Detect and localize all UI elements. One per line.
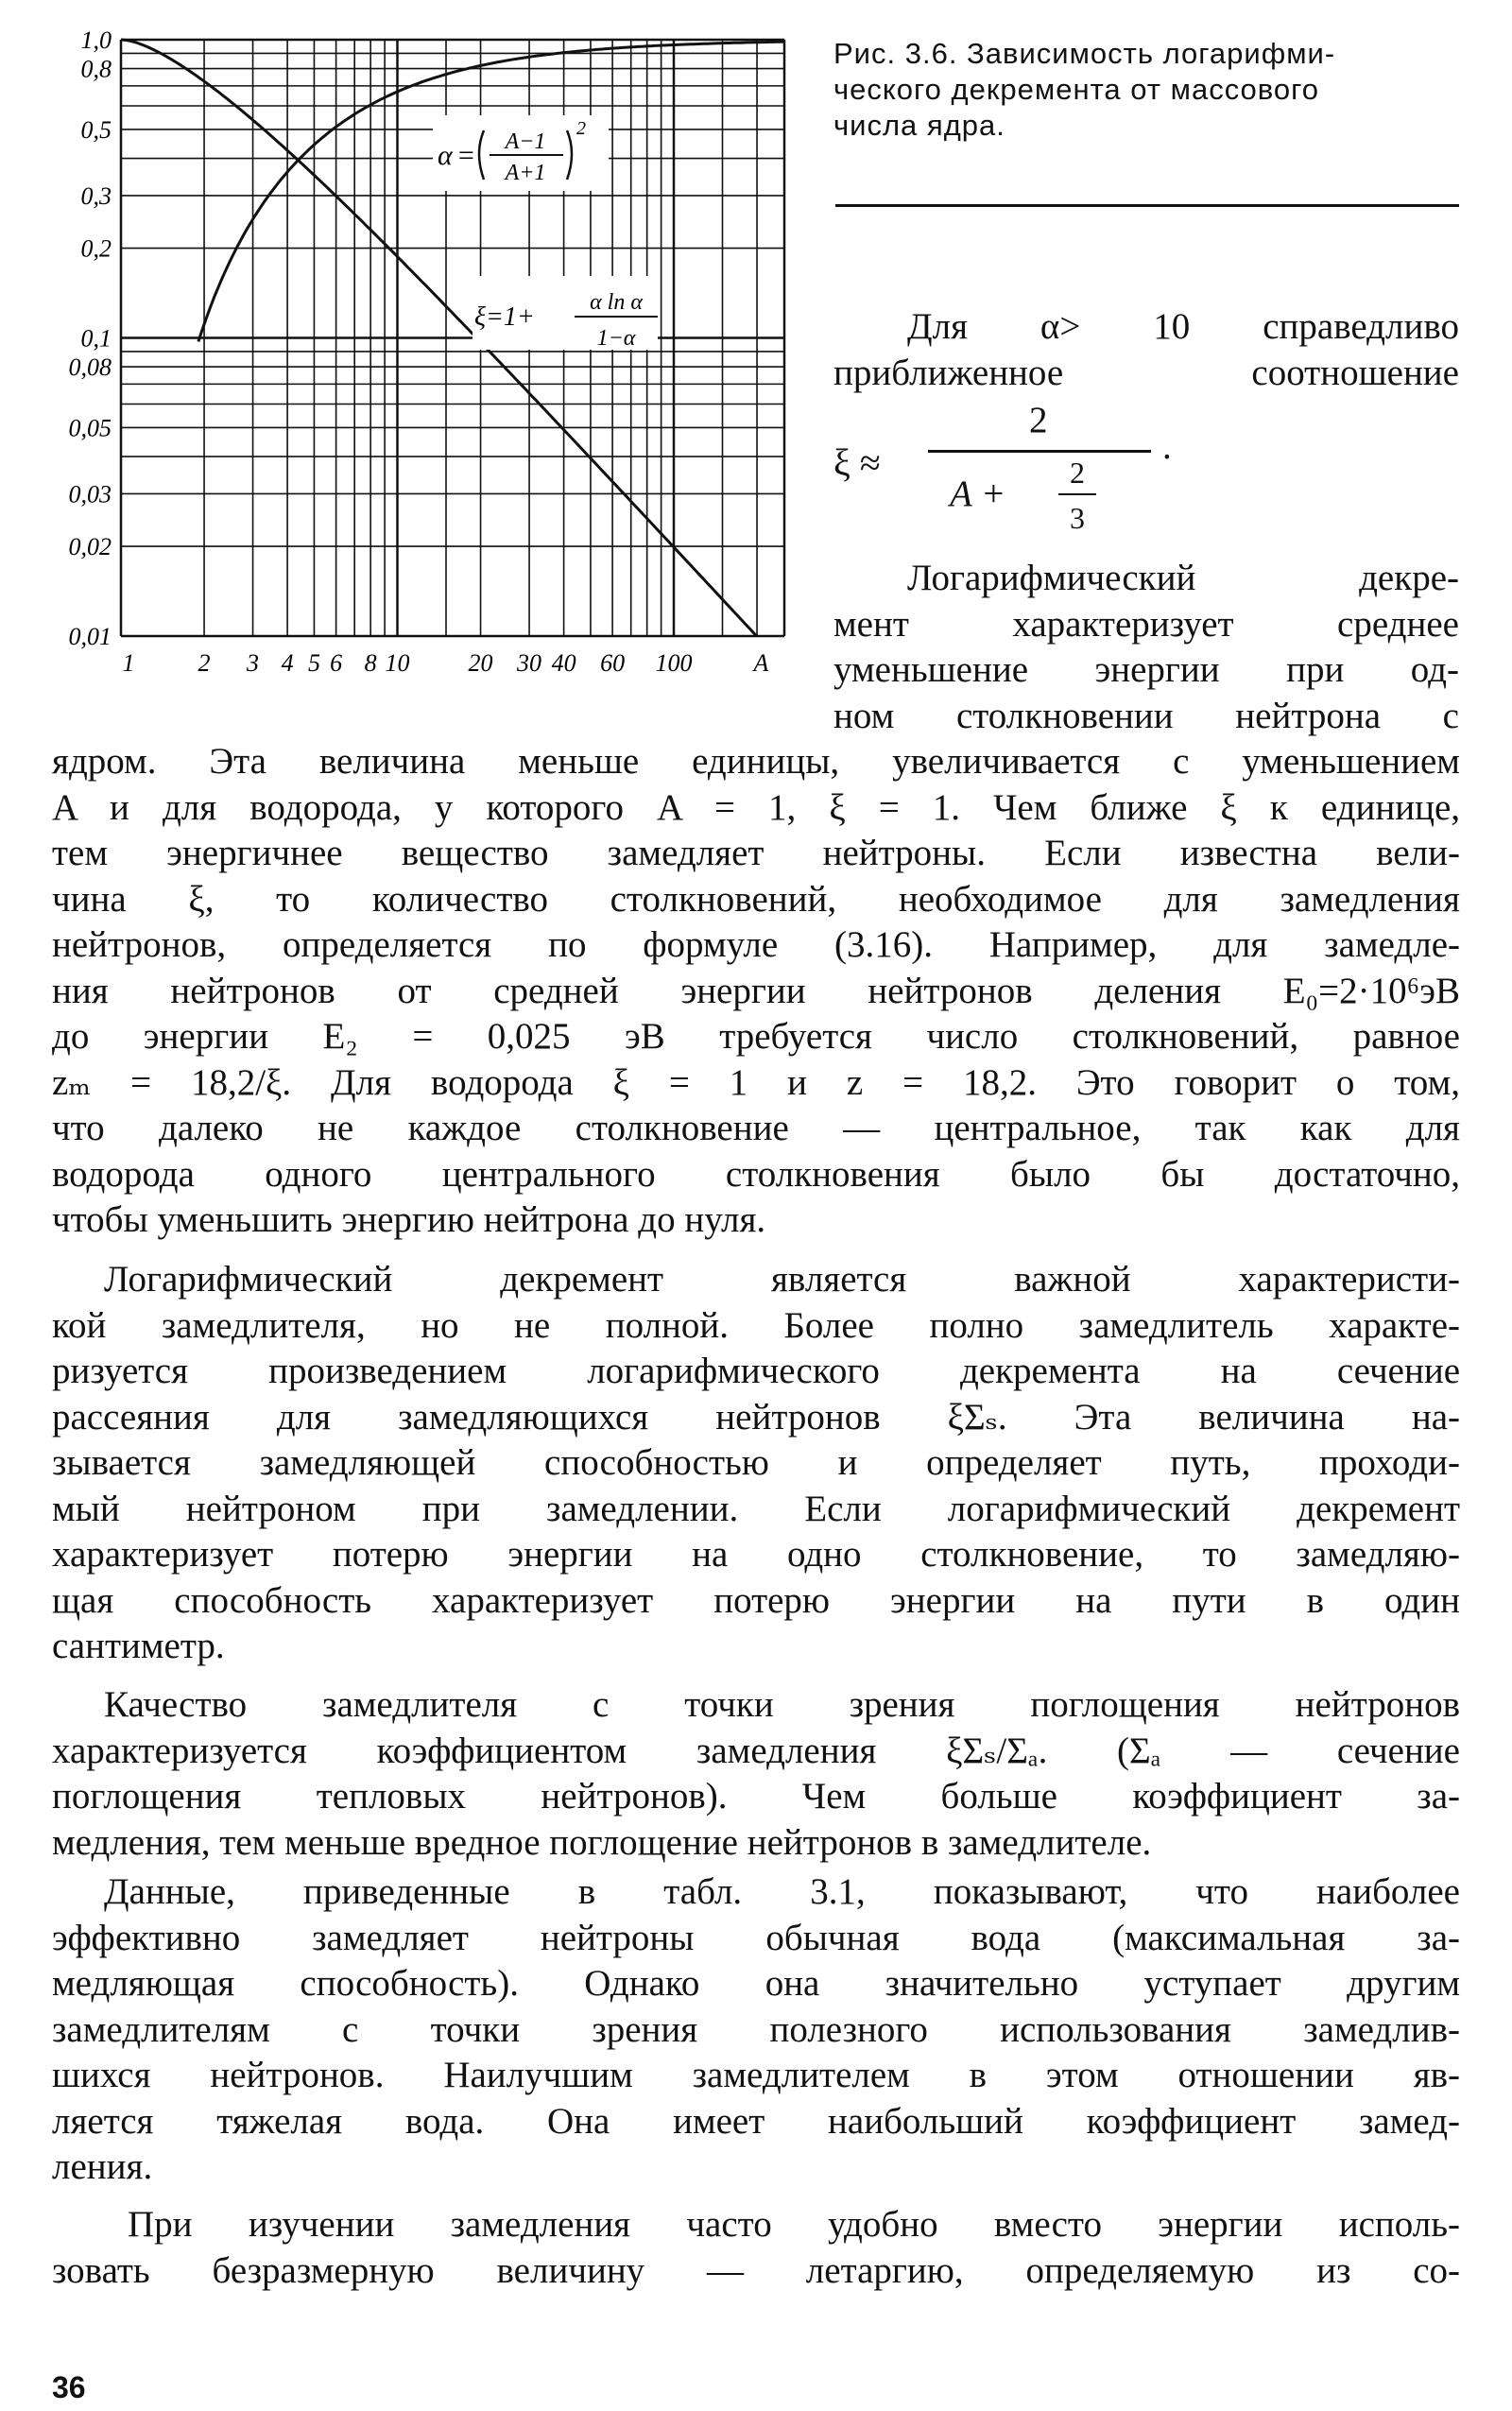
text-line: Логарифмический декремент является важной характеристи- — [104, 1259, 1460, 1300]
paragraph-1 — [52, 739, 1460, 1244]
alpha-formula-lhs: α — [438, 140, 453, 171]
x-tick-label: 30 — [517, 649, 542, 677]
y-tick-label: 0,05 — [68, 414, 112, 442]
text-line: Качество замедлителя с точки зрения поглощения нейтронов — [104, 1684, 1460, 1725]
y-axis-tick-labels — [69, 28, 112, 650]
text-line: мый нейтроном при замедлении. Если логарифмический декремент — [52, 1488, 1460, 1529]
x-tick-label: 5 — [307, 649, 320, 677]
y-tick-label: 0,2 — [80, 234, 112, 263]
caption-line: числа ядра. — [833, 109, 1005, 142]
text-line: Для α> 10 справедливо — [907, 306, 1459, 347]
text-line: ном столкновении нейтрона с — [833, 695, 1459, 736]
text-line: что далеко не каждое столкновение — центральное, так как для — [52, 1108, 1460, 1148]
text-line: водорода одного центрального столкновения было бы достаточно, — [52, 1153, 1460, 1195]
text-line: чтобы уменьшить энергию нейтрона до нуля. — [52, 1199, 766, 1240]
text-line: чина ξ, то количество столкновений, необходимое для замедления — [52, 878, 1460, 920]
y-tick-label: 0,5 — [80, 115, 112, 144]
text-line: мент характеризует среднее — [833, 603, 1459, 645]
text-line: характеризует потерю энергии на одно столкновение, то замедляю- — [52, 1534, 1460, 1575]
formula-inner-numerator: 2 — [1070, 456, 1085, 490]
text-line: медления, тем меньше вредное поглощение нейтронов в замедлителе. — [52, 1821, 1152, 1863]
paragraph-3 — [52, 1682, 1460, 1866]
text-line: сантиметр. — [52, 1626, 225, 1666]
text-line: При изучении замедления часто удобно вместо энергии исполь- — [128, 2204, 1460, 2245]
svg-text:=: = — [456, 140, 476, 171]
formula-lhs: ξ ≈ — [833, 441, 881, 484]
x-tick-label: 4 — [281, 649, 294, 677]
x-tick-label: 10 — [385, 649, 410, 677]
x-tick-label: 20 — [468, 649, 493, 677]
caption-line: ческого декремента от массового — [833, 73, 1320, 106]
text-line: ядром. Эта величина меньше единицы, увеличивается с уменьшением — [52, 741, 1460, 782]
y-tick-label: 0,8 — [80, 55, 112, 83]
text-line: медляющая способность). Однако она значительно уступает другим — [52, 1963, 1460, 2004]
x-tick-label: 2 — [198, 649, 211, 677]
paragraph-5 — [52, 2202, 1460, 2294]
text-line: Логарифмический декре- — [907, 558, 1459, 598]
x-tick-label: 100 — [655, 649, 693, 677]
xi-formula-numerator: α ln α — [590, 290, 643, 315]
intro-text — [833, 304, 1459, 396]
formula-inner-bar — [1058, 493, 1096, 495]
y-tick-label: 0,08 — [68, 353, 112, 382]
text-line: Данные, приведенные в табл. 3.1, показывают, что наиболее — [104, 1871, 1460, 1912]
figure-caption — [833, 36, 1462, 144]
text-line: A и для водорода, у которого A = 1, ξ = 1. Чем ближе ξ к единице, — [52, 786, 1460, 828]
text-line: зывается замедляющей способностью и определяет путь, проходи- — [52, 1442, 1460, 1483]
caption-line: Рис. 3.6. Зависимость логарифми- — [833, 37, 1336, 70]
formula-denominator-a: A + — [950, 474, 1006, 514]
page-number: 36 — [52, 2370, 86, 2404]
side-paragraph — [833, 556, 1459, 739]
text-line: кой замедлителя, но не полной. Более полно замедлитель характе- — [52, 1304, 1460, 1346]
text-line: шихся нейтронов. Наилучшим замедлителем в этом отношении яв- — [52, 2055, 1460, 2095]
y-tick-label: 1,0 — [80, 28, 112, 54]
text-line: зовать безразмерную величину — летаргию, определяемую из со- — [52, 2249, 1460, 2291]
formula-inner-denominator: 3 — [1070, 501, 1085, 535]
xi-formula — [472, 276, 658, 351]
text-line: до энергии E₂ = 0,025 эВ требуется число столкновений, равное — [52, 1016, 1460, 1057]
y-tick-label: 0,1 — [80, 324, 112, 353]
xi-formula-denominator: 1−α — [596, 326, 636, 351]
x-tick-label: A — [753, 649, 769, 677]
alpha-formula-power: 2 — [576, 118, 586, 139]
x-axis-tick-labels — [123, 649, 769, 677]
text-line: ризуется произведением логарифмического декремента на сечение — [52, 1351, 1460, 1391]
figure-nomogram — [38, 28, 794, 690]
formula-dot: . — [1162, 426, 1172, 467]
y-tick-label: 0,02 — [68, 533, 112, 561]
x-tick-label: 40 — [551, 649, 576, 677]
x-tick-label: 8 — [364, 649, 377, 677]
text-line: щая способность характеризует потерю энергии на пути в один — [52, 1579, 1460, 1621]
paragraph-2 — [52, 1257, 1460, 1670]
text-line: поглощения тепловых нейтронов). Чем больше коэффициент за- — [52, 1776, 1460, 1817]
x-tick-label: 3 — [247, 649, 260, 677]
text-line: рассеяния для замедляющихся нейтронов ξΣₛ. Эта величина на- — [52, 1396, 1460, 1438]
text-line: ния нейтронов от средней энергии нейтронов деления E₀=2·10⁶эВ — [52, 970, 1460, 1011]
text-line: приближенное соотношение — [833, 352, 1459, 393]
formula-numerator: 2 — [1029, 400, 1048, 440]
text-line: ляется тяжелая вода. Она имеет наибольший коэффициент замед- — [52, 2100, 1460, 2142]
alpha-formula — [433, 115, 609, 191]
alpha-formula-numerator: A−1 — [505, 129, 546, 154]
x-tick-label: 1 — [122, 649, 135, 677]
text-line: нейтронов, определяется по формуле (3.16). Например, для замедле- — [52, 924, 1460, 965]
alpha-formula-denominator: A+1 — [505, 161, 546, 185]
text-line: характеризуется коэффициентом замедления ξΣₛ/Σₐ. (Σₐ — сечение — [52, 1730, 1460, 1771]
text-line: уменьшение энергии при од- — [833, 649, 1459, 690]
paragraph-4 — [52, 1869, 1460, 2191]
x-tick-label: 6 — [330, 649, 343, 677]
text-line: ления. — [52, 2146, 153, 2187]
text-line: zₘ = 18,2/ξ. Для водорода ξ = 1 и z = 18,2. Это говорит о том, — [52, 1061, 1460, 1103]
y-tick-label: 0,01 — [68, 623, 112, 650]
text-line: замедлителям с точки зрения полезного использования замедлив- — [52, 2008, 1460, 2050]
y-tick-label: 0,03 — [68, 480, 112, 508]
x-tick-label: 60 — [600, 649, 626, 677]
text-line: тем энергичнее вещество замедляет нейтроны. Если известна вели- — [52, 833, 1460, 873]
approx-formula — [833, 391, 1193, 552]
y-tick-label: 0,3 — [80, 181, 112, 210]
formula-fraction-bar — [928, 450, 1151, 453]
caption-divider — [835, 204, 1459, 207]
text-line: эффективно замедляет нейтроны обычная вода (максимальная за- — [52, 1917, 1460, 1958]
xi-formula-lhs: ξ=1+ — [474, 302, 535, 332]
